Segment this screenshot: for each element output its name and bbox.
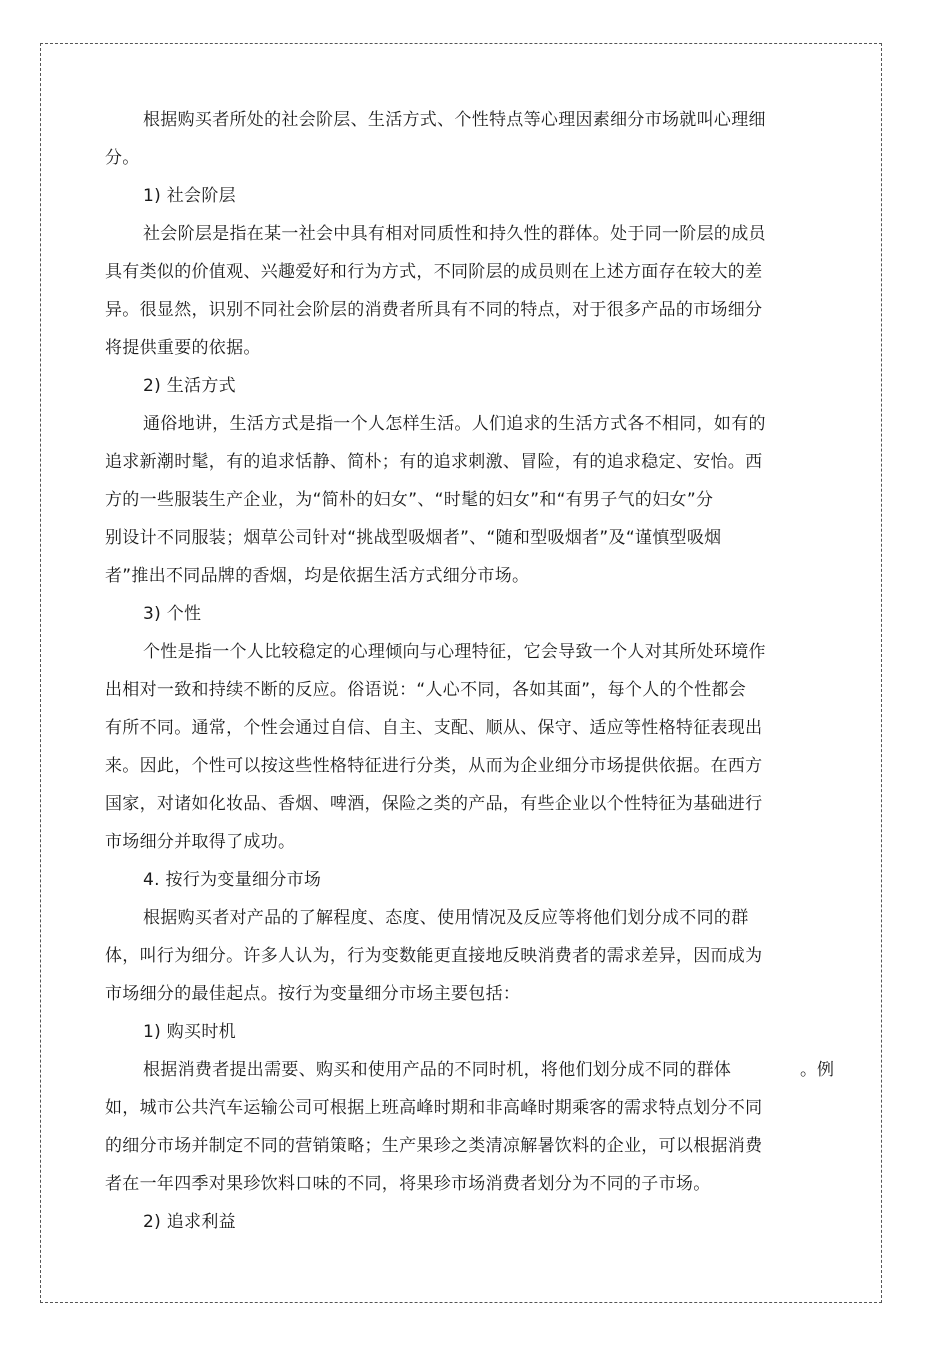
text-line: 个性是指一个人比较稳定的心理倾向与心理特征，它会导致一个人对其所处环境作 [143, 642, 766, 662]
text-line: 市场细分并取得了成功。 [105, 832, 296, 852]
text-line: 通俗地讲，生活方式是指一个人怎样生活。人们追求的生活方式各不相同，如有的 [143, 414, 766, 434]
text-line: 别设计不同服装；烟草公司针对“挑战型吸烟者”、“随和型吸烟者”及“谨慎型吸烟 [105, 528, 722, 548]
text-line: 出相对一致和持续不断的反应。俗语说：“人心不同，各如其面”，每个人的个性都会 [105, 680, 747, 700]
text-line: 方的一些服装生产企业，为“简朴的妇女”、“时髦的妇女”和“有男子气的妇女”分 [105, 490, 714, 510]
text-line: 市场细分的最佳起点。按行为变量细分市场主要包括： [105, 984, 521, 1004]
text-line: 的细分市场并制定不同的营销策略；生产果珍之类清凉解暑饮料的企业，可以根据消费 [105, 1136, 763, 1156]
text-line: 者”推出不同品牌的香烟，均是依据生活方式细分市场。 [105, 566, 530, 586]
text-line-tail: 。例 [800, 1060, 834, 1080]
text-line: 有所不同。通常，个性会通过自信、自主、支配、顺从、保守、适应等性格特征表现出 [105, 718, 763, 738]
text-line: 将提供重要的依据。 [105, 338, 261, 358]
text-line: 来。因此，个性可以按这些性格特征进行分类，从而为企业细分市场提供依据。在西方 [105, 756, 763, 776]
text-line: 具有类似的价值观、兴趣爱好和行为方式，不同阶层的成员则在上述方面存在较大的差 [105, 262, 763, 282]
section-heading: 4. 按行为变量细分市场 [143, 870, 322, 890]
text-line: 体，叫行为细分。许多人认为，行为变数能更直接地反映消费者的需求差异，因而成为 [105, 946, 763, 966]
section-heading: 3) 个性 [143, 604, 202, 624]
section-heading: 2) 追求利益 [143, 1212, 236, 1232]
section-heading: 1) 社会阶层 [143, 186, 236, 206]
text-line: 根据购买者所处的社会阶层、生活方式、个性特点等心理因素细分市场就叫心理细 [143, 110, 766, 130]
text-line: 者在一年四季对果珍饮料口味的不同，将果珍市场消费者划分为不同的子市场。 [105, 1174, 711, 1194]
text-line: 社会阶层是指在某一社会中具有相对同质性和持久性的群体。处于同一阶层的成员 [143, 224, 766, 244]
text-line: 根据消费者提出需要、购买和使用产品的不同时机，将他们划分成不同的群体 [143, 1060, 732, 1080]
text-line: 如，城市公共汽车运输公司可根据上班高峰时期和非高峰时期乘客的需求特点划分不同 [105, 1098, 763, 1118]
text-line: 国家，对诸如化妆品、香烟、啤酒，保险之类的产品，有些企业以个性特征为基础进行 [105, 794, 763, 814]
section-heading: 1) 购买时机 [143, 1022, 236, 1042]
text-line: 异。很显然，识别不同社会阶层的消费者所具有不同的特点，对于很多产品的市场细分 [105, 300, 763, 320]
text-line: 分。 [105, 148, 140, 168]
section-heading: 2) 生活方式 [143, 376, 236, 396]
text-line: 根据购买者对产品的了解程度、态度、使用情况及反应等将他们划分成不同的群 [143, 908, 749, 928]
text-line: 追求新潮时髦，有的追求恬静、简朴；有的追求刺激、冒险，有的追求稳定、安怡。西 [105, 452, 763, 472]
